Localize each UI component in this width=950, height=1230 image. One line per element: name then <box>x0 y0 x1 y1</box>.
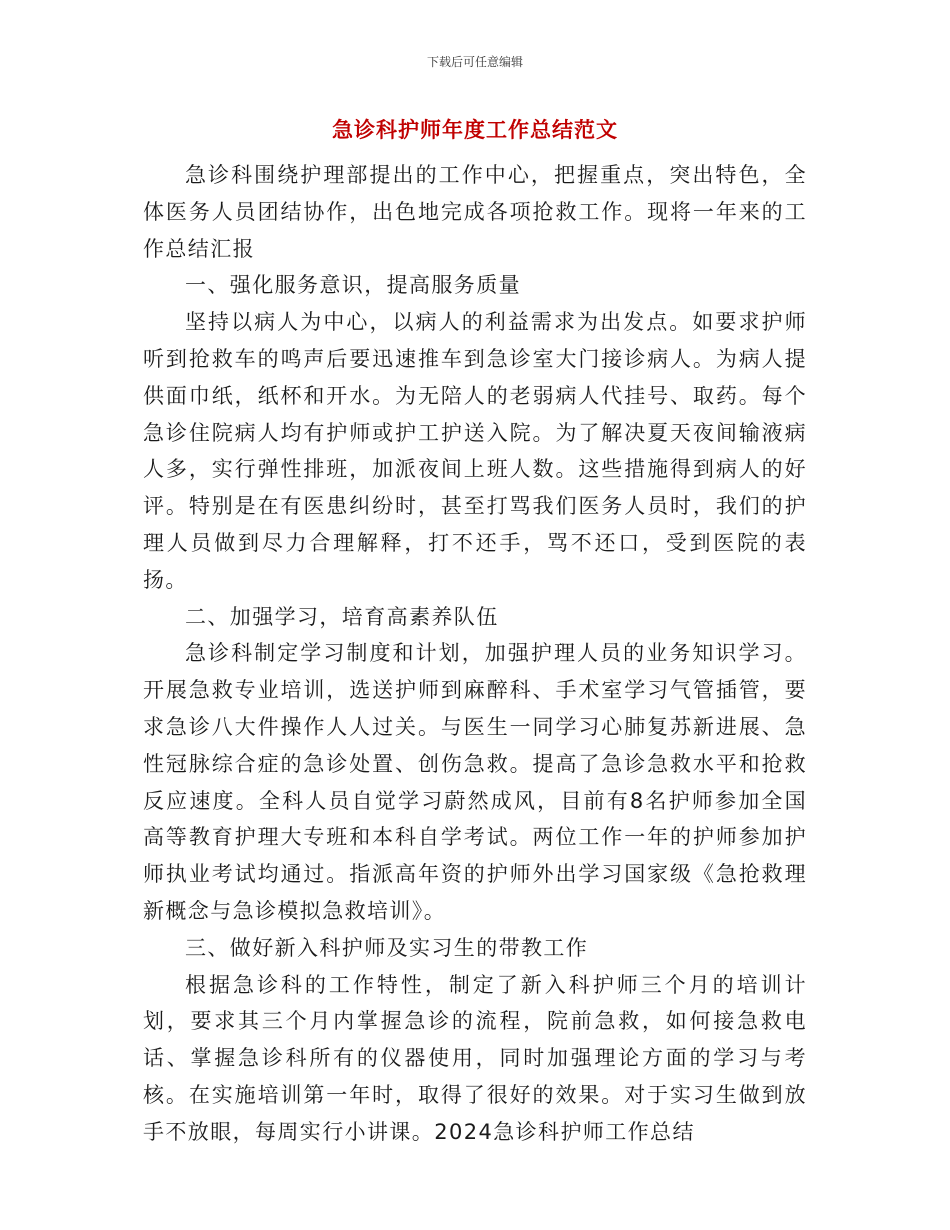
document-title: 急诊科护师年度工作总结范文 <box>332 118 618 142</box>
section-body-2: 急诊科制定学习制度和计划，加强护理人员的业务知识学习。开展急救专业培训，选送护师到麻醉科、手术室学习气管插管，要求急诊八大件操作人人过关。与医生一同学习心肺复苏新进展、急性冠脉综合症的急诊处置、创伤急救。提高了急诊急救水平和抢救反应速度。全科人员自觉学习蔚然成风，目前有8名护师参加全国高等教育护理大专班和本科自学考试。两位工作一年的护师参加护师执业考试均通过。指派高年资的护师外出学习国家级《急抢救理新概念与急诊模拟急救培训》。 <box>143 641 807 923</box>
header-note: 下载后可任意编辑 <box>426 55 523 69</box>
intro-paragraph: 急诊科围绕护理部提出的工作中心，把握重点，突出特色，全体医务人员团结协作，出色地完成各项抢救工作。现将一年来的工作总结汇报 <box>143 163 807 261</box>
section-body-1: 坚持以病人为中心，以病人的利益需求为出发点。如要求护师听到抢救车的鸣声后要迅速推车到急诊室大门接诊病人。为病人提供面巾纸，纸杯和开水。为无陪人的老弱病人代挂号、取药。每个急诊住院病人均有护师或护工护送入院。为了解决夏天夜间输液病人多，实行弹性排班，加派夜间上班人数。这些措施得到病人的好评。特别是在有医患纠纷时，甚至打骂我们医务人员时，我们的护理人员做到尽力合理解释，打不还手，骂不还口，受到医院的表扬。 <box>143 310 807 592</box>
document-body <box>143 157 807 1151</box>
section-heading-3: 三、做好新入科护师及实习生的带教工作 <box>185 935 589 960</box>
section-heading-1: 一、强化服务意识，提高服务质量 <box>185 273 521 298</box>
section-heading-2: 二、加强学习，培育高素养队伍 <box>185 604 499 629</box>
section-body-3: 根据急诊科的工作特性，制定了新入科护师三个月的培训计划，要求其三个月内掌握急诊的流程，院前急救，如何接急救电话、掌握急诊科所有的仪器使用，同时加强理论方面的学习与考核。在实施培训第一年时，取得了很好的效果。对于实习生做到放手不放眼，每周实行小讲课。2024急诊科护师工作总结 <box>143 972 807 1144</box>
